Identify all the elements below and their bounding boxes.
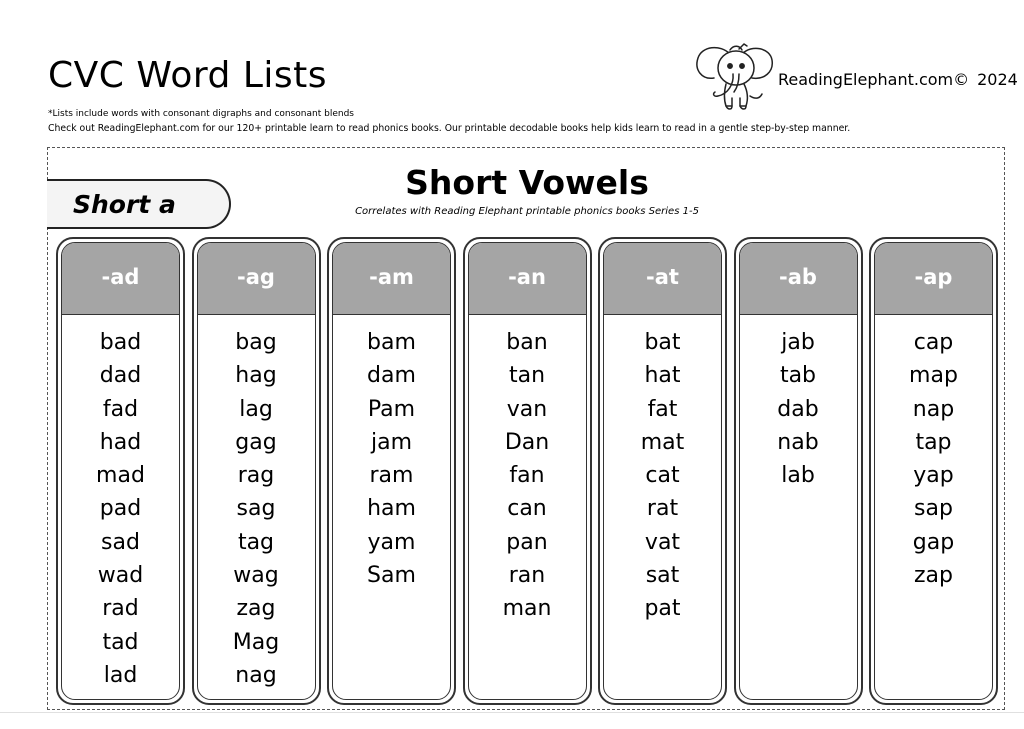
word-item: jam [370, 429, 413, 455]
word-item: tan [508, 363, 546, 389]
word-family-heading: -am [333, 243, 450, 315]
word-column-inner [739, 242, 858, 700]
word-item: zag [236, 596, 276, 622]
word-item: bag [235, 330, 277, 355]
page-divider [0, 712, 1024, 713]
word-list [740, 315, 857, 492]
word-item: fat [647, 396, 678, 422]
word-item: rag [237, 463, 275, 489]
word-item: yam [367, 529, 416, 555]
word-item: rat [646, 496, 679, 522]
word-item: hat [644, 363, 681, 389]
word-column-inner [874, 242, 993, 700]
word-item: bad [99, 330, 142, 355]
word-item: nab [777, 429, 819, 455]
word-item: Dan [504, 429, 550, 455]
word-item: Pam [367, 396, 416, 422]
word-item: ban [506, 330, 548, 355]
word-item: sat [645, 563, 680, 589]
word-item: ram [369, 463, 414, 489]
word-item: gap [912, 529, 955, 555]
word-item: Sam [367, 563, 416, 589]
word-item: pat [644, 596, 681, 622]
word-list [333, 315, 450, 592]
word-item: ham [367, 496, 416, 522]
word-item: dam [367, 363, 416, 389]
brand-label[interactable] [778, 70, 1018, 89]
note-promo: Check out ReadingElephant.com for our 120+ printable learn to read phonics books. Our printable decodable books help kids learn to read in a gentle step-by-step manner. [48, 123, 851, 134]
word-item: fan [509, 463, 545, 489]
word-item: jab [781, 330, 815, 355]
word-item: dab [777, 396, 819, 422]
word-item: cat [645, 463, 680, 489]
word-column [734, 237, 863, 705]
word-item: sad [101, 529, 140, 555]
word-column [869, 237, 998, 705]
section-title: Short Vowels [405, 163, 649, 202]
word-item: tad [102, 629, 139, 655]
word-column [598, 237, 727, 705]
word-item: mat [640, 429, 685, 455]
word-item: wad [97, 563, 144, 589]
word-family-heading: -ab [740, 243, 857, 315]
word-item: zap [914, 563, 953, 589]
word-list [875, 315, 992, 592]
word-column [327, 237, 456, 705]
word-item: gag [235, 429, 277, 455]
word-item: yap [913, 463, 954, 489]
word-columns [56, 237, 1001, 707]
word-family-heading: -an [469, 243, 586, 315]
word-item: had [99, 429, 142, 455]
word-item: lag [239, 396, 273, 422]
word-column-inner [603, 242, 722, 700]
word-column-inner [197, 242, 316, 700]
word-item: nap [912, 396, 955, 422]
brand-block [690, 40, 1018, 115]
word-column [56, 237, 185, 705]
word-list [198, 315, 315, 692]
word-item: lab [781, 463, 815, 489]
brand-year: 2024 [977, 70, 1018, 89]
word-item: tag [237, 529, 275, 555]
word-column-inner [61, 242, 180, 700]
word-item: wag [233, 563, 279, 589]
word-family-heading: -ap [875, 243, 992, 315]
word-item: Mag [232, 629, 280, 655]
word-item: bam [367, 330, 416, 355]
word-family-heading: -ad [62, 243, 179, 315]
word-column-inner [468, 242, 587, 700]
word-item: mad [96, 463, 145, 489]
word-item: pan [506, 529, 548, 555]
word-item: hag [235, 363, 277, 389]
word-item: lad [103, 662, 138, 688]
word-item: man [502, 596, 552, 622]
section-subtitle: Correlates with Reading Elephant printable phonics books Series 1-5 [355, 206, 699, 217]
word-column [192, 237, 321, 705]
note-digraphs: *Lists include words with consonant digraphs and consonant blends [48, 109, 354, 119]
word-item: bat [644, 330, 681, 355]
word-item: tab [779, 363, 817, 389]
word-list [604, 315, 721, 626]
word-column [463, 237, 592, 705]
elephant-logo-icon [690, 40, 776, 115]
word-item: dad [99, 363, 142, 389]
section-tab-label: Short a [73, 190, 176, 219]
word-item: sap [914, 496, 953, 522]
word-item: tap [915, 429, 952, 455]
brand-name[interactable]: ReadingElephant.com© [778, 70, 970, 89]
word-item: nag [235, 662, 277, 688]
word-item: can [507, 496, 547, 522]
word-column-inner [332, 242, 451, 700]
word-item: vat [644, 529, 681, 555]
page-title: CVC Word Lists [48, 55, 328, 96]
word-family-heading: -ag [198, 243, 315, 315]
word-list [62, 315, 179, 692]
word-item: rad [102, 596, 139, 622]
word-item: fad [102, 396, 139, 422]
word-item: pad [99, 496, 142, 522]
word-item: van [506, 396, 548, 422]
word-item: map [909, 363, 958, 389]
word-family-heading: -at [604, 243, 721, 315]
word-item: cap [913, 330, 954, 355]
word-item: ran [508, 563, 546, 589]
word-list [469, 315, 586, 626]
word-item: sag [236, 496, 276, 522]
